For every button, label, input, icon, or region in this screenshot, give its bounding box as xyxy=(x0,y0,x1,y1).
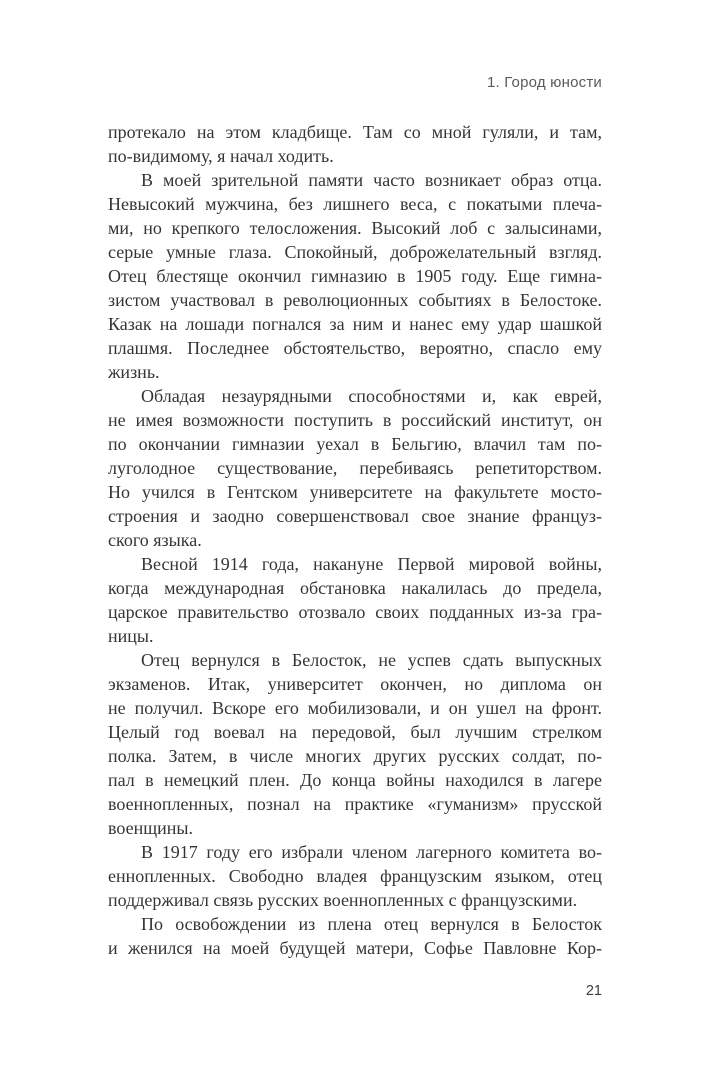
page-number: 21 xyxy=(585,983,602,999)
text-line: по-видимому, я начал ходить. xyxy=(108,146,334,166)
text-line: Но учился в Гентском университете на факультете мосто- xyxy=(108,482,602,502)
text-line: экзаменов. Итак, университет окончен, но диплома он xyxy=(108,674,602,694)
text-line: поддерживал связь русских военнопленных с французскими. xyxy=(108,890,578,910)
text-line: царское правительство отозвало своих подданных из-за гра- xyxy=(108,602,602,622)
text-line: луголодное существование, перебиваясь репетиторством. xyxy=(108,458,602,478)
text-line: зистом участвовал в революционных событиях в Белостоке. xyxy=(108,290,602,310)
text-line: Обладая незаурядными способностями и, как еврей, xyxy=(141,386,602,406)
text-line: ского языка. xyxy=(108,530,202,550)
text-line: Весной 1914 года, накануне Первой мировой войны, xyxy=(141,554,602,574)
text-line: Отец вернулся в Белосток, не успев сдать выпускных xyxy=(141,650,602,670)
text-line: Казак на лошади погнался за ним и нанес ему удар шашкой xyxy=(108,314,602,334)
text-line: жизнь. xyxy=(108,362,160,382)
text-line: По освобождении из плена отец вернулся в Белосток xyxy=(141,914,602,934)
text-line: В 1917 году его избрали членом лагерного комитета во- xyxy=(141,842,602,862)
text-line: Отец блестяще окончил гимназию в 1905 году. Еще гимна- xyxy=(108,266,602,286)
text-block xyxy=(108,120,602,960)
running-header xyxy=(108,74,602,91)
text-line: Целый год воевал на передовой, был лучшим стрелком xyxy=(108,722,602,742)
text-line: военщины. xyxy=(108,818,193,838)
text-line: по окончании гимназии уехал в Бельгию, влачил там по- xyxy=(108,434,602,454)
text-line: серые умные глаза. Спокойный, доброжелательный взгляд. xyxy=(108,242,602,262)
text-line: и женился на моей будущей матери, Софье Павловне Кор- xyxy=(108,938,602,958)
text-line: когда международная обстановка накалилась до предела, xyxy=(108,578,602,598)
text-line: протекало на этом кладбище. Там со мной гуляли, и там, xyxy=(108,122,602,142)
text-line: В моей зрительной памяти часто возникает образ отца. xyxy=(141,170,602,190)
text-line: полка. Затем, в числе многих других русских солдат, по- xyxy=(108,746,602,766)
text-line: ницы. xyxy=(108,626,154,646)
text-line: не получил. Вскоре его мобилизовали, и он ушел на фронт. xyxy=(108,698,602,718)
text-line: военнопленных, познал на практике «гуманизм» прусской xyxy=(108,794,602,814)
text-line: плашмя. Последнее обстоятельство, вероятно, спасло ему xyxy=(108,338,602,358)
text-line: не имея возможности поступить в российский институт, он xyxy=(108,410,602,430)
text-line: строения и заодно совершенствовал свое знание француз- xyxy=(108,506,602,526)
text-line: еннопленных. Свободно владея французским языком, отец xyxy=(108,866,602,886)
text-line: Невысокий мужчина, без лишнего веса, с покатыми плеча- xyxy=(108,194,602,214)
text-line: ми, но крепкого телосложения. Высокий лоб с залысинами, xyxy=(108,218,602,238)
chapter-title: 1. Город юности xyxy=(486,74,602,91)
text-line: пал в немецкий плен. До конца войны находился в лагере xyxy=(108,770,602,790)
